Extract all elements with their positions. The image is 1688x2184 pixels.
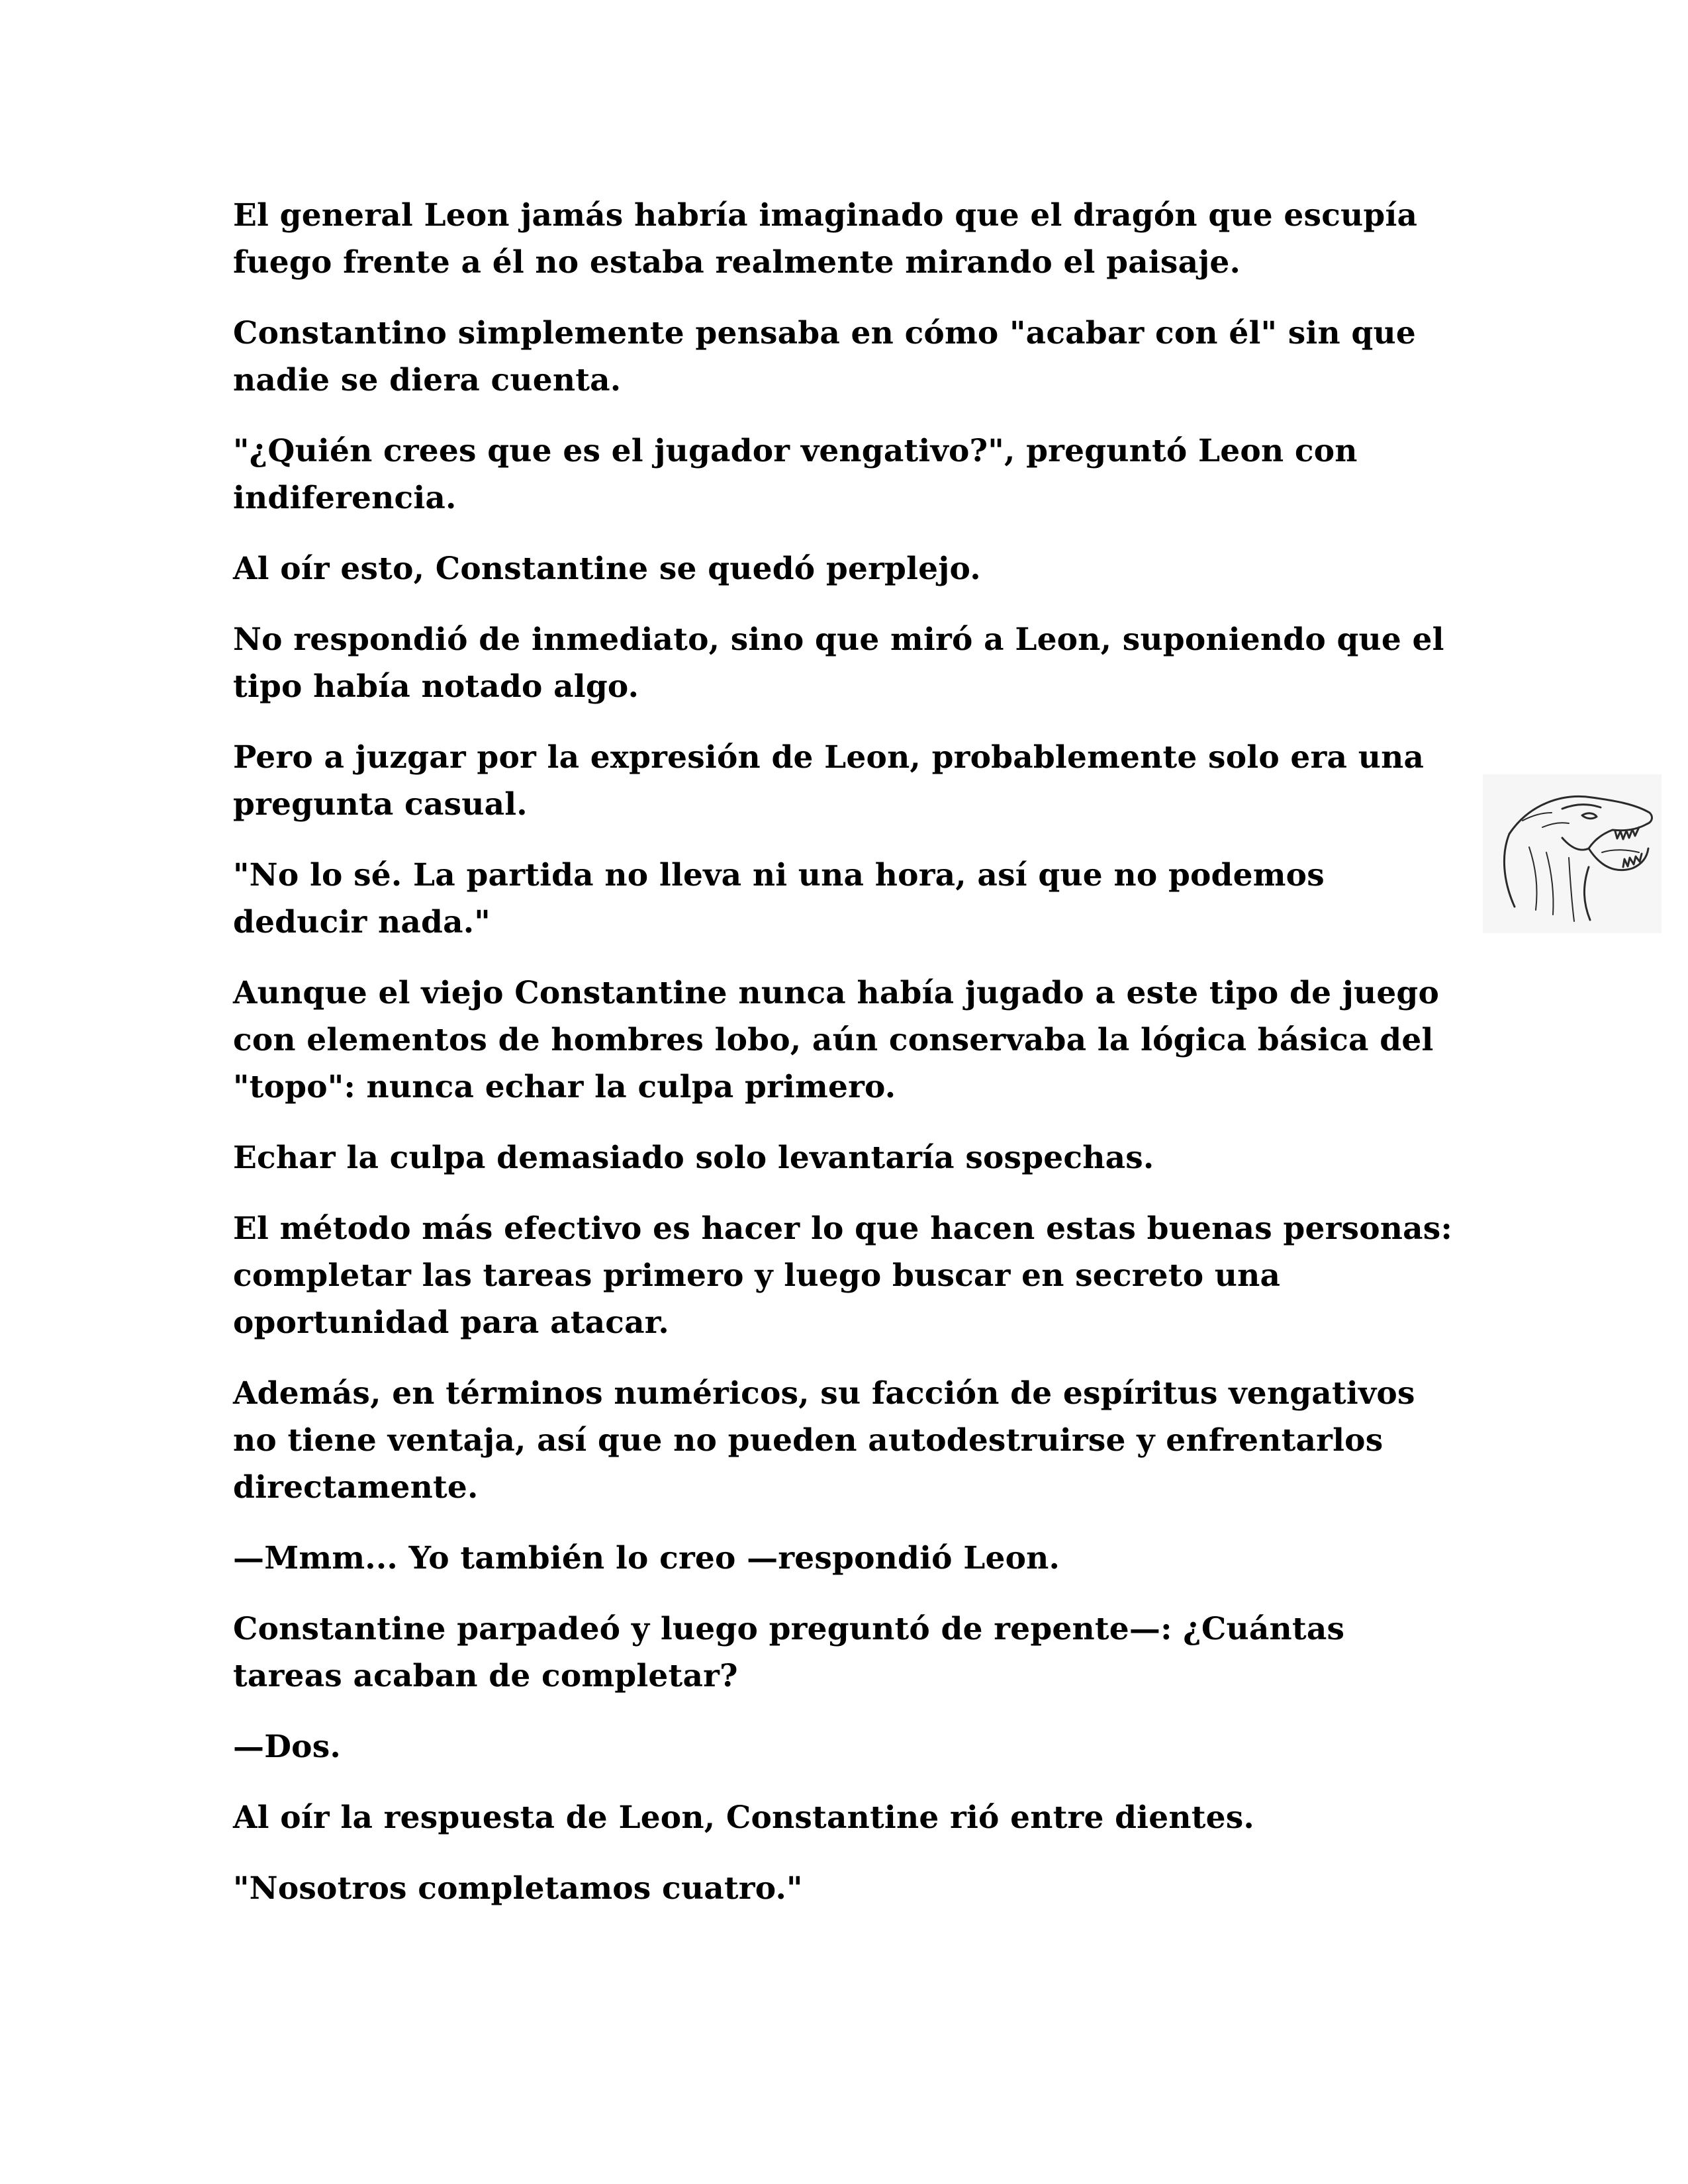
paragraph: No respondió de inmediato, sino que miró a Leon, suponiendo que el tipo había notado algo. (233, 621, 1444, 705)
paragraph: "No lo sé. La partida no lleva ni una hora, así que no podemos deducir nada." (233, 857, 1325, 940)
paragraph: —Mmm... Yo también lo creo —respondió Leon. (233, 1540, 1060, 1576)
paragraph: "Nosotros completamos cuatro." (233, 1870, 803, 1907)
dinosaur-head-sketch-icon (1483, 774, 1662, 933)
paragraph: Al oír esto, Constantine se quedó perplejo. (233, 551, 981, 587)
paragraph: El general Leon jamás habría imaginado que el dragón que escupía fuego frente a él no estaba realmente mirando el paisaje. (233, 197, 1418, 281)
paragraph: —Dos. (233, 1729, 341, 1765)
story-text (233, 192, 1464, 1936)
paragraph: "¿Quién crees que es el jugador vengativo?", preguntó Leon con indiferencia. (233, 433, 1358, 516)
paragraph: Pero a juzgar por la expresión de Leon, probablemente solo era una pregunta casual. (233, 739, 1425, 823)
paragraph: Constantine parpadeó y luego preguntó de repente—: ¿Cuántas tareas acaban de completar? (233, 1611, 1345, 1694)
paragraph: Constantino simplemente pensaba en cómo "acabar con él" sin que nadie se diera cuenta. (233, 315, 1416, 398)
paragraph: Echar la culpa demasiado solo levantaría sospechas. (233, 1140, 1154, 1176)
paragraph: Además, en términos numéricos, su facción de espíritus vengativos no tiene ventaja, así que no pueden autodestruirse y enfrentarlos directamente. (233, 1375, 1415, 1506)
paragraph: Aunque el viejo Constantine nunca había jugado a este tipo de juego con elementos de hombres lobo, aún conservaba la lógica básica del "topo": nunca echar la culpa primero. (233, 975, 1440, 1105)
paragraph: Al oír la respuesta de Leon, Constantine rió entre dientes. (233, 1799, 1254, 1836)
paragraph: El método más efectivo es hacer lo que hacen estas buenas personas: completar las tareas primero y luego buscar en secreto una oportunidad para atacar. (233, 1210, 1452, 1341)
